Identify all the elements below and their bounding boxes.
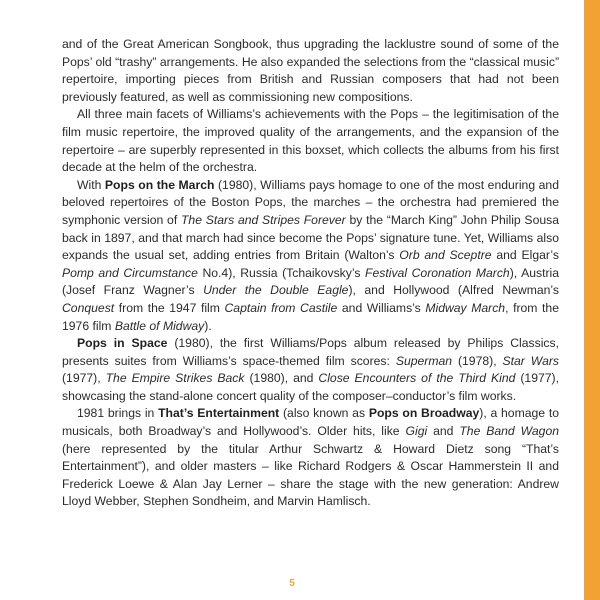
album-title: That’s Entertainment — [158, 406, 280, 421]
text-run: (also known as — [279, 406, 369, 421]
paragraph — [62, 405, 559, 511]
orange-side-bar — [584, 0, 600, 600]
work-title: Orb and Sceptre — [399, 248, 492, 263]
work-title: Superman — [395, 353, 453, 368]
work-title: The Band Wagon — [459, 424, 560, 439]
text-run: and — [427, 424, 460, 439]
text-run: ), and Hollywood (Alfred Newman’s — [348, 283, 559, 298]
work-title: The Empire Strikes Back — [105, 371, 245, 386]
text-run: 1981 brings in — [77, 406, 159, 421]
text-run: , from the 1976 film — [62, 300, 559, 333]
work-title: Pomp and Circumstance — [62, 265, 198, 280]
text-run: With — [77, 177, 105, 192]
paragraph — [62, 36, 559, 106]
text-run: (1977), — [62, 371, 106, 386]
work-title: Conquest — [62, 300, 115, 315]
text-run: (1980), and — [244, 371, 319, 386]
album-title: Pops on the March — [104, 177, 215, 192]
work-title: Gigi — [405, 424, 428, 439]
work-title: Star Wars — [502, 353, 560, 368]
text-run: ). — [204, 318, 212, 333]
text-run: and Elgar’s — [491, 248, 559, 263]
text-run: No.4), Russia (Tchaikovsky’s — [197, 265, 366, 280]
text-run: and Williams’s — [337, 300, 426, 315]
album-title: Pops on Broadway — [368, 406, 480, 421]
text-run: All three main facets of Williams’s achievements with the Pops – the legitimisation of the film music repertoire, the improved quality of the arrangements, and the expansion of the repertoire – are superbly represented in this boxset, which collects the albums from his first decade at the helm of the orchestra. — [62, 107, 559, 175]
work-title: Captain from Castile — [224, 300, 338, 315]
paragraph — [62, 335, 559, 405]
text-run: ), a homage to musicals, both Broadway’s and Hollywood’s. Older hits, like — [62, 406, 560, 439]
text-run: (here represented by the titular Arthur Schwartz & Howard Dietz song “That’s Entertainment”), and older masters – like Richard Rodgers & Oscar Hammerstein II and Frederick Loewe & Alan Jay Lerner – share the stage with the new generation: Andrew Lloyd Webber, Stephen Sondheim, and Marvin Hamlisch. — [62, 441, 559, 509]
work-title: The Stars and Stripes Forever — [180, 212, 346, 227]
text-run: from the 1947 film — [114, 300, 225, 315]
paragraph — [62, 177, 559, 335]
text-run: (1977), showcasing the stand-alone concert quality of the composer–conductor’s film works. — [62, 371, 559, 403]
body-text — [62, 36, 559, 511]
paragraph — [62, 106, 559, 176]
text-run: ), Austria (Josef Franz Wagner’s — [62, 265, 560, 298]
album-title: Pops in Space — [77, 336, 168, 351]
work-title: Battle of Midway — [114, 318, 205, 333]
page-number: 5 — [289, 578, 295, 589]
text-run: by the “March King” John Philip Sousa back in 1897, and that march had since become the Pops’ signature tune. Yet, Williams also expands the usual set, adding entries from Britain (Walton’s — [62, 212, 559, 263]
text-run: (1980), Williams pays homage to one of the most enduring and beloved repertoires of the Boston Pops, the marches – the orchestra had premiered the symphonic version of — [62, 177, 559, 227]
text-run: (1980), the first Williams/Pops album released by Philips Classics, presents suites from Williams’s space-themed film scores: — [62, 336, 559, 368]
work-title: Festival Coronation March — [365, 265, 510, 280]
work-title: Close Encounters of the Third Kind — [318, 371, 516, 386]
work-title: Midway March — [425, 300, 506, 315]
text-run: and of the Great American Songbook, thus upgrading the lacklustre sound of some of the Pops’ old “trashy” arrangements. He also expanded the selections from the “classical music” repertoire, importing pieces from British and Russian composers that had not been previously featured, as well as commissioning new compositions. — [62, 37, 559, 104]
text-run: (1978), — [452, 353, 503, 368]
work-title: Under the Double Eagle — [203, 283, 349, 298]
